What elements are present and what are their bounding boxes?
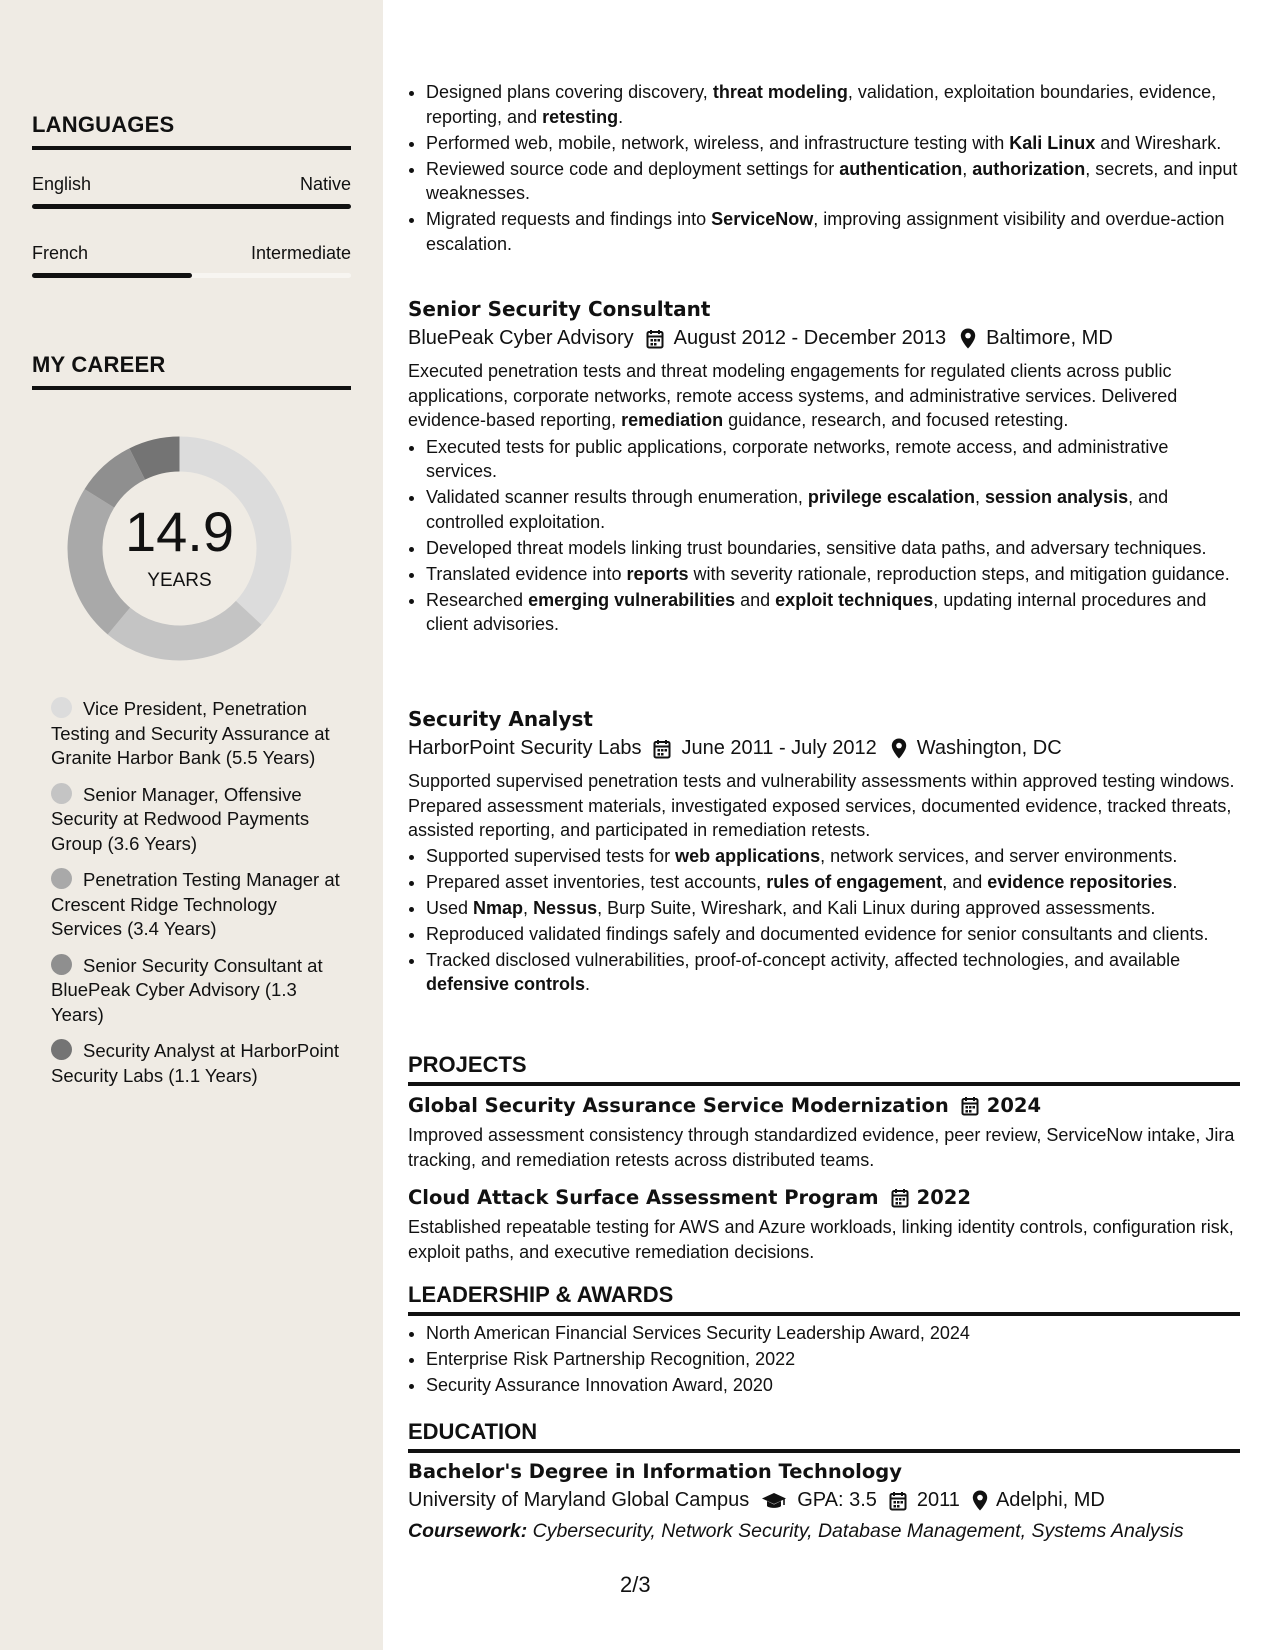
bullet-item: • Reviewed source code and deployment settings for authentication, authorization, secrets, and input weaknesses. — [426, 157, 1240, 206]
job-bullets — [408, 435, 1240, 637]
job-summary: Supported supervised penetration tests and vulnerability assessments within approved testing windows. Prepared assessment materials, investigated exposed services, documented evidence, tracked threats, assisted reporting, and participated in remediation retests. — [408, 771, 1235, 840]
bullet-item: • Executed tests for public applications, corporate networks, remote access, and administrative services. — [426, 435, 1240, 484]
bullet-item: • Translated evidence into reports with severity rationale, reproduction steps, and mitigation guidance. — [426, 562, 1240, 587]
language-level: Native — [299, 174, 351, 194]
job-dates: June 2011 - July 2012 — [681, 737, 877, 759]
education-heading: EDUCATION — [408, 1419, 1240, 1453]
legend-dot — [51, 1039, 72, 1060]
career-item — [51, 783, 341, 857]
language-bar-fill — [32, 204, 351, 209]
language-row-english — [32, 174, 351, 195]
project-title-row — [408, 1186, 1240, 1209]
job-senior-security-consultant — [408, 297, 1240, 638]
project-year: 2022 — [916, 1186, 971, 1209]
calendar-icon — [653, 739, 671, 759]
job-bullets — [408, 844, 1240, 997]
calendar-icon — [961, 1096, 979, 1116]
awards-heading: LEADERSHIP & AWARDS — [408, 1282, 1240, 1316]
location-pin-icon — [891, 738, 907, 759]
coursework — [408, 1520, 1240, 1543]
bullet-item: • Tracked disclosed vulnerabilities, proof-of-concept activity, affected technologies, and available defensive controls. — [426, 948, 1240, 997]
calendar-icon — [891, 1188, 909, 1208]
main-content — [408, 0, 1240, 1650]
company-name: HarborPoint Security Labs — [408, 737, 642, 759]
gpa: GPA: 3.5 — [797, 1489, 877, 1511]
donut-segment — [108, 601, 262, 661]
language-name: French — [32, 243, 89, 263]
languages-heading: LANGUAGES — [32, 112, 351, 150]
job-security-analyst — [408, 707, 1240, 998]
job-meta — [408, 327, 1240, 350]
bullet-item: • Supported supervised tests for web applications, network services, and server environments. — [426, 844, 1240, 869]
legend-dot — [51, 954, 72, 975]
career-item — [51, 954, 341, 1028]
legend-dot — [51, 868, 72, 889]
language-row-french — [32, 243, 351, 264]
sidebar — [0, 0, 383, 1650]
school-location: Adelphi, MD — [995, 1489, 1105, 1511]
project-title: Global Security Assurance Service Modernization — [408, 1094, 949, 1117]
job-meta — [408, 737, 1240, 760]
coursework-list: Cybersecurity, Network Security, Database Management, Systems Analysis — [532, 1520, 1184, 1542]
career-item-label: Vice President, Penetration Testing and Security Assurance at Granite Harbor Bank (5.5 Years) — [51, 698, 330, 768]
language-name: English — [32, 174, 92, 194]
location-pin-icon — [960, 328, 976, 349]
project-title-row — [408, 1094, 1240, 1117]
coursework-label: Coursework: — [408, 1520, 528, 1542]
project-item — [408, 1186, 1240, 1264]
career-item — [51, 1039, 341, 1088]
calendar-icon — [646, 329, 664, 349]
page-number: 2/3 — [620, 1572, 651, 1597]
school-name: University of Maryland Global Campus — [408, 1489, 750, 1511]
previous-job-bullets — [408, 80, 1240, 258]
career-total-years: 14.9 — [125, 500, 234, 563]
career-list — [51, 697, 341, 1100]
project-description: Established repeatable testing for AWS and Azure workloads, linking identity controls, configuration risk, exploit paths, and executive remediation decisions. — [408, 1217, 1234, 1262]
project-title: Cloud Attack Surface Assessment Program — [408, 1186, 879, 1209]
career-item-label: Security Analyst at HarborPoint Security Labs (1.1 Years) — [51, 1040, 340, 1086]
language-level: Intermediate — [250, 243, 351, 263]
bullet-item: • Designed plans covering discovery, threat modeling, validation, exploitation boundaries, evidence, reporting, and retesting. — [426, 80, 1240, 129]
bullet-item: • Reproduced validated findings safely and documented evidence for senior consultants and clients. — [426, 922, 1240, 947]
degree-title: Bachelor's Degree in Information Technology — [408, 1460, 902, 1483]
language-bar-fill — [32, 273, 192, 278]
bullet-item: • Developed threat models linking trust boundaries, sensitive data paths, and adversary techniques. — [426, 536, 1240, 561]
education-meta — [408, 1489, 1240, 1512]
bullet-item: • Security Assurance Innovation Award, 2020 — [426, 1373, 1240, 1398]
graduation-year: 2011 — [916, 1489, 960, 1511]
bullet-item: • Prepared asset inventories, test accounts, rules of engagement, and evidence repositories. — [426, 870, 1240, 895]
projects-heading: PROJECTS — [408, 1052, 1240, 1086]
career-heading: MY CAREER — [32, 352, 351, 390]
career-total-unit: YEARS — [147, 570, 212, 591]
language-bar-french — [32, 273, 351, 278]
bullet-item: • Migrated requests and findings into ServiceNow, improving assignment visibility and overdue-action escalation. — [426, 207, 1240, 256]
awards-list — [408, 1321, 1240, 1399]
company-name: BluePeak Cyber Advisory — [408, 327, 634, 349]
legend-dot — [51, 783, 72, 804]
education-item — [408, 1460, 1240, 1543]
job-summary: Executed penetration tests and threat modeling engagements for regulated clients across public applications, corporate networks, remote access systems, and administrative services. Delivered evidence-based reporting, remediation guidance, research, and focused retesting. — [408, 361, 1178, 430]
career-item-label: Senior Manager, Offensive Security at Redwood Payments Group (3.6 Years) — [51, 783, 310, 854]
bullet-item: • Validated scanner results through enumeration, privilege escalation, session analysis, and controlled exploitation. — [426, 485, 1240, 534]
bullet-item: • North American Financial Services Security Leadership Award, 2024 — [426, 1321, 1240, 1346]
bullet-item: • Performed web, mobile, network, wireless, and infrastructure testing with Kali Linux and Wireshark. — [426, 131, 1240, 156]
career-item-label: Penetration Testing Manager at Crescent Ridge Technology Services (3.4 Years) — [51, 869, 340, 939]
bullet-item: • Enterprise Risk Partnership Recognition, 2022 — [426, 1347, 1240, 1372]
calendar-icon — [889, 1491, 907, 1511]
project-year: 2024 — [986, 1094, 1042, 1117]
job-location: Baltimore, MD — [986, 327, 1113, 349]
job-title: Security Analyst — [408, 707, 593, 731]
project-description: Improved assessment consistency through standardized evidence, peer review, ServiceNow intake, Jira tracking, and remediation retests across distributed teams. — [408, 1125, 1235, 1170]
career-item-label: Senior Security Consultant at BluePeak Cyber Advisory (1.3 Years) — [51, 954, 323, 1025]
graduation-cap-icon — [761, 1492, 787, 1510]
career-item — [51, 697, 341, 771]
job-title: Senior Security Consultant — [408, 297, 711, 321]
bullet-item: • Used Nmap, Nessus, Burp Suite, Wireshark, and Kali Linux during approved assessments. — [426, 896, 1240, 921]
legend-dot — [51, 697, 72, 718]
language-bar-english — [32, 204, 351, 209]
bullet-item: • Researched emerging vulnerabilities and exploit techniques, updating internal procedures and client advisories. — [426, 588, 1240, 637]
location-pin-icon — [972, 1490, 988, 1511]
job-location: Washington, DC — [916, 737, 1062, 759]
job-dates: August 2012 - December 2013 — [673, 327, 947, 349]
project-item — [408, 1094, 1240, 1172]
career-item — [51, 868, 341, 942]
